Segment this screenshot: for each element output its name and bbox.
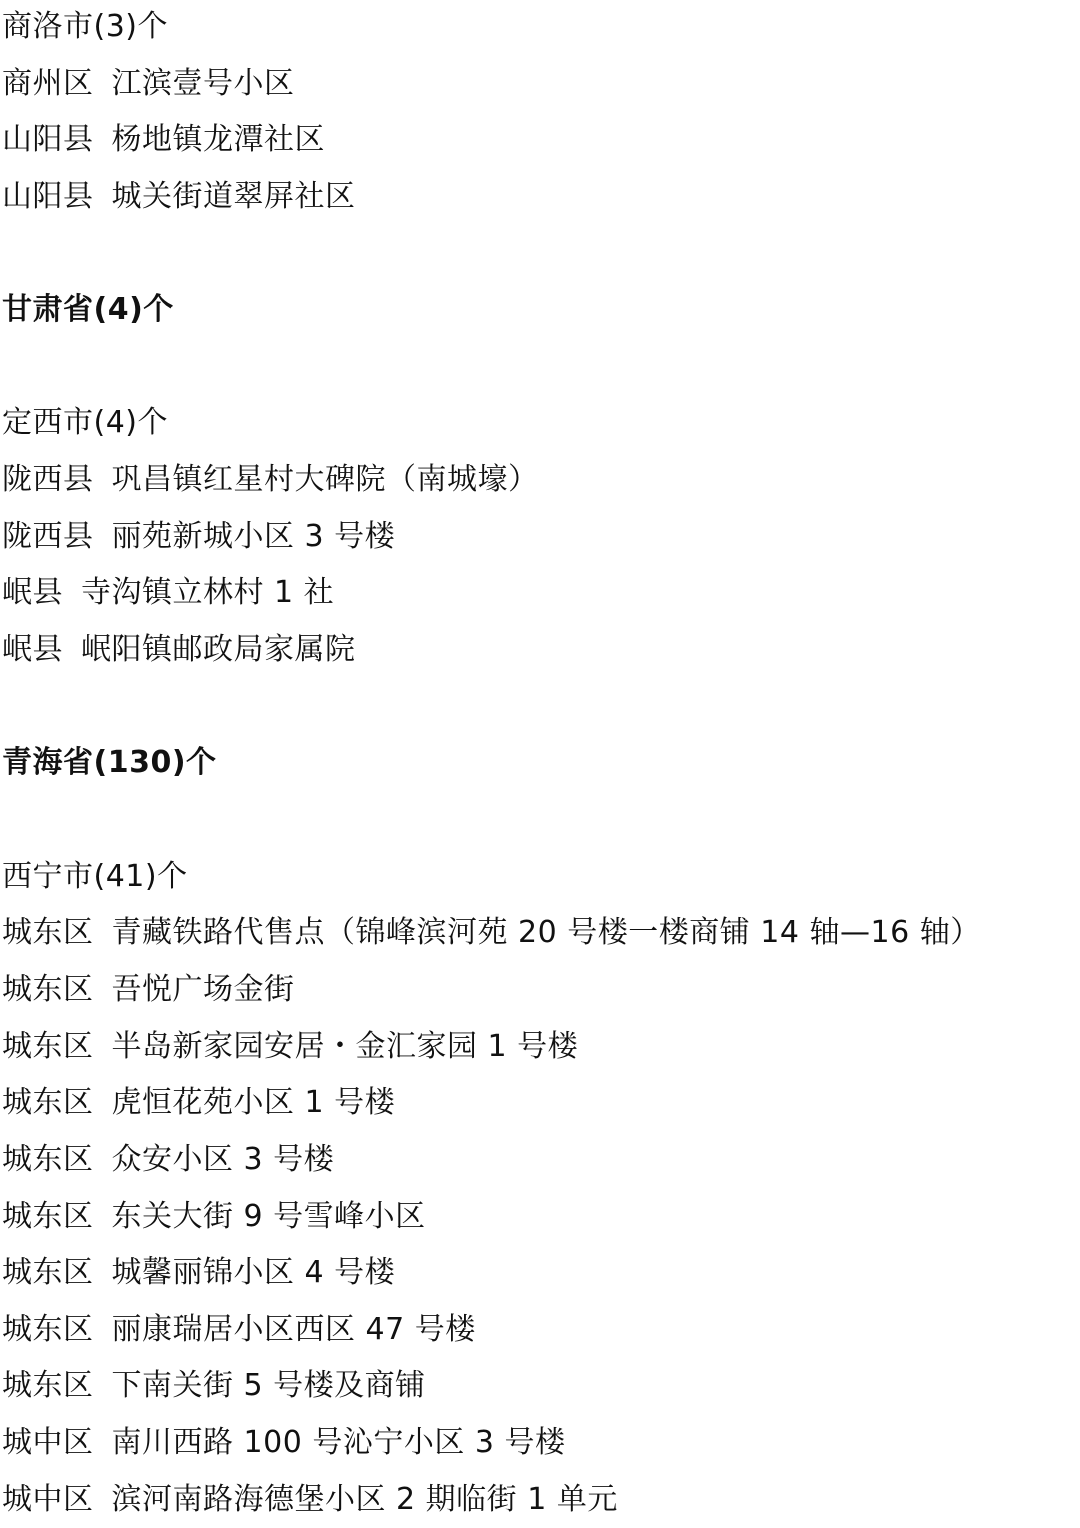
city-heading: 定西市(4)个 (2, 405, 168, 440)
place-label: 巩昌镇红星村大碑院（南城壕） (111, 462, 539, 497)
province-heading: 甘肃省(4)个 (2, 292, 174, 327)
list-item (2, 1197, 426, 1237)
place-label: 吾悦广场金街 (111, 972, 295, 1007)
list-item (2, 1480, 618, 1520)
list-item (2, 1310, 476, 1350)
province-heading: 青海省(130)个 (2, 745, 217, 780)
place-label: 东关大街 9 号雪峰小区 (111, 1199, 426, 1234)
district-label: 岷县 (2, 575, 63, 610)
place-label: 岷阳镇邮政局家属院 (81, 632, 356, 667)
district-label: 城东区 (2, 1199, 94, 1234)
district-label: 城东区 (2, 1085, 94, 1120)
place-label: 城关街道翠屏社区 (111, 179, 356, 214)
list-item (2, 1253, 395, 1293)
district-label: 城东区 (2, 1368, 94, 1403)
district-label: 城东区 (2, 972, 94, 1007)
list-item (2, 460, 539, 500)
city-heading: 商洛市(3)个 (2, 9, 168, 44)
place-label: 杨地镇龙潭社区 (111, 122, 325, 157)
list-item (2, 64, 295, 104)
district-label: 城东区 (2, 1142, 94, 1177)
place-label: 众安小区 3 号楼 (111, 1142, 335, 1177)
district-label: 陇西县 (2, 519, 94, 554)
place-label: 丽苑新城小区 3 号楼 (111, 519, 396, 554)
district-label: 岷县 (2, 632, 63, 667)
district-label: 城东区 (2, 1029, 94, 1064)
district-label: 城中区 (2, 1425, 94, 1460)
list-item (2, 1366, 426, 1406)
place-label: 滨河南路海德堡小区 2 期临街 1 单元 (111, 1482, 618, 1517)
district-label: 城东区 (2, 915, 94, 950)
list-item (2, 517, 395, 557)
list-item (2, 913, 981, 953)
city-heading: 西宁市(41)个 (2, 859, 188, 894)
district-label: 商州区 (2, 66, 94, 101)
list-item (2, 573, 334, 613)
list-item (2, 1140, 334, 1180)
list-item (2, 1083, 395, 1123)
list-item (2, 120, 325, 160)
place-label: 虎恒花苑小区 1 号楼 (111, 1085, 396, 1120)
district-label: 山阳县 (2, 122, 94, 157)
place-label: 城馨丽锦小区 4 号楼 (111, 1255, 396, 1290)
place-label: 江滨壹号小区 (111, 66, 295, 101)
list-item (2, 177, 356, 217)
place-label: 丽康瑞居小区西区 47 号楼 (111, 1312, 476, 1347)
list-item (2, 630, 356, 670)
place-label: 寺沟镇立林村 1 社 (81, 575, 335, 610)
place-label: 南川西路 100 号沁宁小区 3 号楼 (111, 1425, 566, 1460)
list-item (2, 1423, 566, 1463)
district-label: 陇西县 (2, 462, 94, 497)
place-label: 青藏铁路代售点（锦峰滨河苑 20 号楼一楼商铺 14 轴—16 轴） (111, 915, 981, 950)
list-item (2, 1027, 578, 1067)
district-label: 山阳县 (2, 179, 94, 214)
place-label: 半岛新家园安居・金汇家园 1 号楼 (111, 1029, 579, 1064)
list-item (2, 970, 295, 1010)
district-label: 城东区 (2, 1312, 94, 1347)
district-label: 城中区 (2, 1482, 94, 1517)
district-label: 城东区 (2, 1255, 94, 1290)
place-label: 下南关街 5 号楼及商铺 (111, 1368, 426, 1403)
